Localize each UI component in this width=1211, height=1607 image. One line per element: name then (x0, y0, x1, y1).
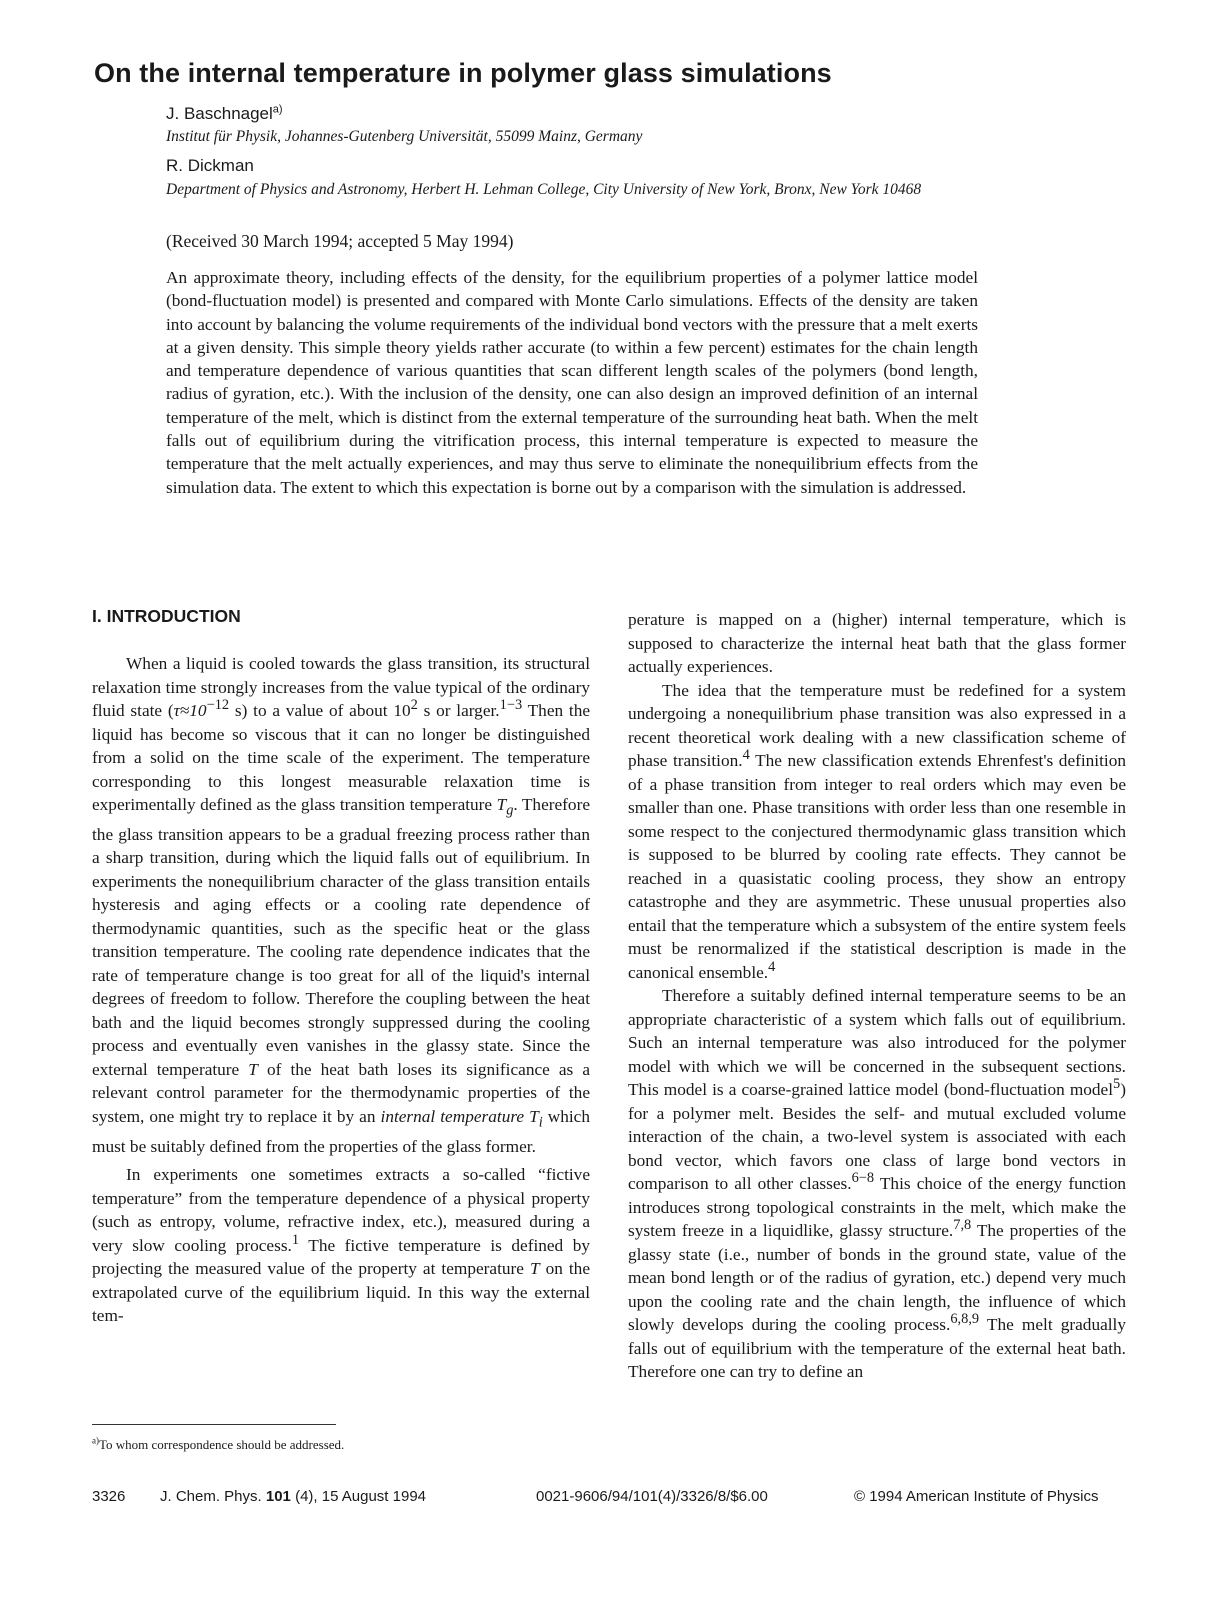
subscript: i (538, 1114, 543, 1131)
subscript: g (506, 802, 514, 819)
citation-ref: 4 (768, 958, 776, 975)
footnote-rule (92, 1424, 336, 1425)
text-run: of the heat bath loses its significance as a relevant control parameter for the thermodynamic properties of the system, one might try to replace it by an (92, 1059, 590, 1126)
footnote (92, 1437, 344, 1453)
citation-ref: 6−8 (851, 1170, 875, 1187)
right-column (628, 608, 1126, 1384)
text-run: The new classification extends Ehrenfest's definition of a phase transition from integer to real orders which may even be smaller than one. Phase transitions with order less than one resemble in some respect to the conjectured thermodynamic glass transition which is supposed to be blurred by cooling rate effects. They cannot be reached in a quasistatic cooling process, they show an entropy catastrophe and they are asymmetric. These unusual properties also entail that the temperature which a subsystem of the entire system feels must be renormalized if the statistical description is made in the canonical ensemble. (628, 751, 1126, 982)
text-run: which must be suitably defined from the properties of the glass former. (92, 1106, 590, 1156)
intro-paragraph-3 (628, 679, 1126, 985)
emphasis: internal temperature T (380, 1106, 539, 1126)
text-run: . Therefore the glass transition appears to be a gradual freezing process rather than a sharp transition, during which the liquid falls out of equilibrium. In experiments the nonequilibrium character of the glass transition entails hysteresis and aging effects or a cooling rate dependence of thermodynamic quantities, such as the specific heat or the glass transition temperature. The cooling rate dependence indicates that the rate of temperature change is too great for all of the liquid's internal degrees of freedom to follow. Therefore the coupling between the heat bath and the liquid becomes strongly suppressed during the cooling process and eventually even vanishes in the glassy state. Since the external temperature (92, 795, 590, 1079)
paper-title: On the internal temperature in polymer glass simulations (94, 58, 832, 88)
text-run: The idea that the temperature must be redefined for a system undergoing a nonequilibrium phase transition was also expressed in a recent theoretical work dealing with a new classification scheme of phase transition. (628, 680, 1126, 770)
citation-ref: 7,8 (953, 1217, 972, 1234)
intro-paragraph-1 (92, 652, 590, 1158)
text-run: The fictive temperature is defined by projecting the measured value of the property at temperature (92, 1235, 590, 1279)
text-run: In experiments one sometimes extracts a so-called “fictive temperature” from the temperature dependence of a physical property (such as entropy, volume, refractive index, etc.), measured during a very slow cooling process. (92, 1165, 590, 1255)
text-run: s or larger. (417, 701, 500, 720)
math-tau: τ≈10 (173, 701, 207, 720)
intro-paragraph-4 (628, 984, 1126, 1384)
text-run: The properties of the glassy state (i.e., number of bonds in the ground state, value of the mean bond length or of the radius of gyration, etc.) depend very much upon the cooling rate and the chain length, the influence of which slowly develops during the cooling process. (628, 1221, 1126, 1334)
page-number: 3326 (92, 1488, 126, 1505)
math-T: T (529, 1259, 540, 1279)
citation-ref: 1−3 (499, 697, 523, 714)
superscript: 2 (410, 697, 418, 714)
math-T: T (496, 795, 507, 814)
journal-name: J. Chem. Phys. (160, 1488, 266, 1505)
text-run: Therefore a suitably defined internal temperature seems to be an appropriate characteristic of a system which falls out of equilibrium. Such an internal temperature was also introduced for the polymer model with which we will be concerned in the subsequent sections. This model is a coarse-grained lattice model (bond-fluctuation model (628, 986, 1126, 1099)
author-2: R. Dickman (166, 156, 254, 175)
text-run: The melt gradually falls out of equilibrium with the temperature of the external heat bath. Therefore one can try to define an (628, 1315, 1126, 1381)
superscript: −12 (206, 697, 230, 714)
text-run: Then the liquid has become so viscous that it can no longer be distinguished from a solid on the time scale of the experiment. The temperature corresponding to this longest measurable relaxation time is experimentally defined as the glass transition temperature (92, 701, 591, 814)
text-run: s) to a value of about 10 (229, 701, 411, 720)
intro-paragraph-continued: perature is mapped on a (higher) internal temperature, which is supposed to characterize the internal heat bath that the glass former actually experiences. (628, 610, 1126, 676)
author-1-name: J. Baschnagel (166, 104, 273, 123)
footnote-mark: a) (92, 1435, 99, 1446)
intro-paragraph-2 (92, 1163, 590, 1328)
citation-ref: 4 (742, 747, 750, 764)
journal-reference (160, 1488, 426, 1505)
journal-volume: 101 (265, 1488, 291, 1505)
journal-issue-date: (4), 15 August 1994 (290, 1488, 427, 1505)
affiliation-2: Department of Physics and Astronomy, Herbert H. Lehman College, City University of New York, Bronx, New York 10468 (166, 181, 922, 198)
text-run: ) for a polymer melt. Besides the self- and mutual excluded volume interaction of the chain, a two-level system is associated with each bond vector, which favors one class of large bond vectors in comparison to all other classes. (628, 1080, 1126, 1193)
text-run: This choice of the energy function introduces strong topological constraints in the melt, which make the system freeze in a liquidlike, glassy structure. (628, 1174, 1126, 1240)
text-run: When a liquid is cooled towards the glass transition, its structural relaxation time strongly increases from the value typical of the ordinary fluid state ( (92, 654, 590, 720)
citation-ref: 6,8,9 (950, 1311, 980, 1328)
section-heading: I. INTRODUCTION (92, 606, 241, 626)
footnote-text: To whom correspondence should be addressed. (99, 1437, 345, 1452)
text-run: on the extrapolated curve of the equilibrium liquid. In this way the external tem- (92, 1259, 590, 1326)
citation-ref: 1 (291, 1232, 300, 1249)
abstract: An approximate theory, including effects of the density, for the equilibrium properties of a polymer lattice model (bond-fluctuation model) is presented and compared with Monte Carlo simulations. Effects of the density are taken into account by balancing the volume requirements of the individual bond vectors with the pressure that a melt exerts at a given density. This simple theory yields rather accurate (to within a few percent) estimates for the chain length and temperature dependence of various quantities that scan different length scales of the polymers (bond length, radius of gyration, etc.). With the inclusion of the density, one can also design an improved definition of an internal temperature of the melt, which is distinct from the external temperature of the surrounding heat bath. When the melt falls out of equilibrium during the vitrification process, this internal temperature is expected to measure the temperature that the melt actually experiences, and may thus serve to eliminate the nonequilibrium effects from the simulation data. The extent to which this expectation is borne out by a comparison with the simulation is addressed. (166, 268, 978, 497)
affiliation-1: Institut für Physik, Johannes-Gutenberg Universität, 55099 Mainz, Germany (166, 128, 643, 145)
article-code: 0021-9606/94/101(4)/3326/8/$6.00 (536, 1488, 768, 1505)
author-1-footnote-mark: a) (272, 103, 283, 116)
citation-ref: 5 (1113, 1076, 1121, 1093)
left-column (92, 652, 590, 1328)
author-1 (166, 104, 283, 124)
copyright: © 1994 American Institute of Physics (854, 1488, 1099, 1505)
received-dates: (Received 30 March 1994; accepted 5 May 1994) (166, 231, 514, 251)
math-T: T (248, 1059, 258, 1079)
